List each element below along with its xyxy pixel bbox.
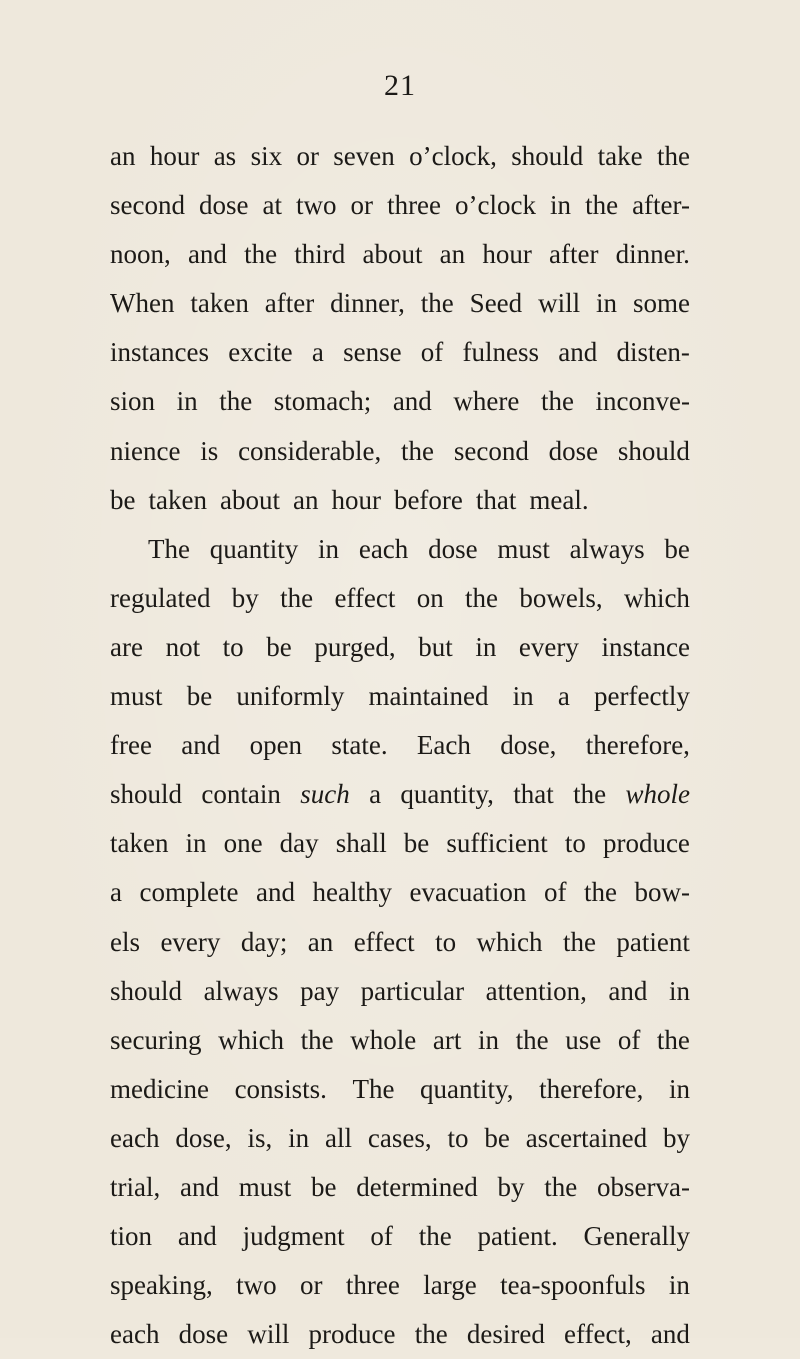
text-line: an hour as six or seven o’clock, should take the bbox=[110, 141, 690, 171]
text-line: a complete and healthy evacuation of the bow- bbox=[110, 877, 690, 908]
text-line: securing which the whole art in the use of the bbox=[110, 1024, 690, 1055]
text-line: The quantity in each dose must always be bbox=[148, 533, 690, 564]
text-line: should always pay particular attention, and in bbox=[110, 975, 690, 1006]
text-line: be taken about an hour before that meal. bbox=[110, 484, 589, 515]
text-line: trial, and must be determined by the observa- bbox=[110, 1171, 690, 1202]
text-line: should contain such a quantity, that the whole bbox=[110, 779, 690, 810]
body-text bbox=[110, 132, 690, 1359]
text-line: medicine consists. The quantity, therefore, in bbox=[110, 1073, 690, 1104]
text-line: tion and judgment of the patient. Generally bbox=[110, 1221, 690, 1252]
text-line: speaking, two or three large tea-spoonfuls in bbox=[110, 1270, 690, 1301]
text-line: each dose will produce the desired effect, and bbox=[110, 1319, 690, 1350]
text-line: sion in the stomach; and where the inconve- bbox=[110, 386, 690, 417]
page-number: 21 bbox=[384, 69, 416, 102]
text-line: regulated by the effect on the bowels, which bbox=[110, 582, 690, 613]
text-line: are not to be purged, but in every instance bbox=[110, 631, 690, 662]
text-line: each dose, is, in all cases, to be ascertained by bbox=[110, 1122, 690, 1153]
text-line: second dose at two or three o’clock in the after- bbox=[110, 190, 690, 221]
text-line: must be uniformly maintained in a perfectly bbox=[110, 681, 690, 712]
text-line: When taken after dinner, the Seed will in some bbox=[110, 288, 690, 319]
text-line: instances excite a sense of fulness and disten- bbox=[110, 337, 690, 368]
text-line: nience is considerable, the second dose should bbox=[110, 435, 690, 466]
text-line: taken in one day shall be sufficient to produce bbox=[110, 828, 690, 859]
text-line: free and open state. Each dose, therefore, bbox=[110, 730, 690, 761]
text-line: els every day; an effect to which the patient bbox=[110, 926, 690, 957]
text-line: noon, and the third about an hour after dinner. bbox=[110, 239, 690, 270]
